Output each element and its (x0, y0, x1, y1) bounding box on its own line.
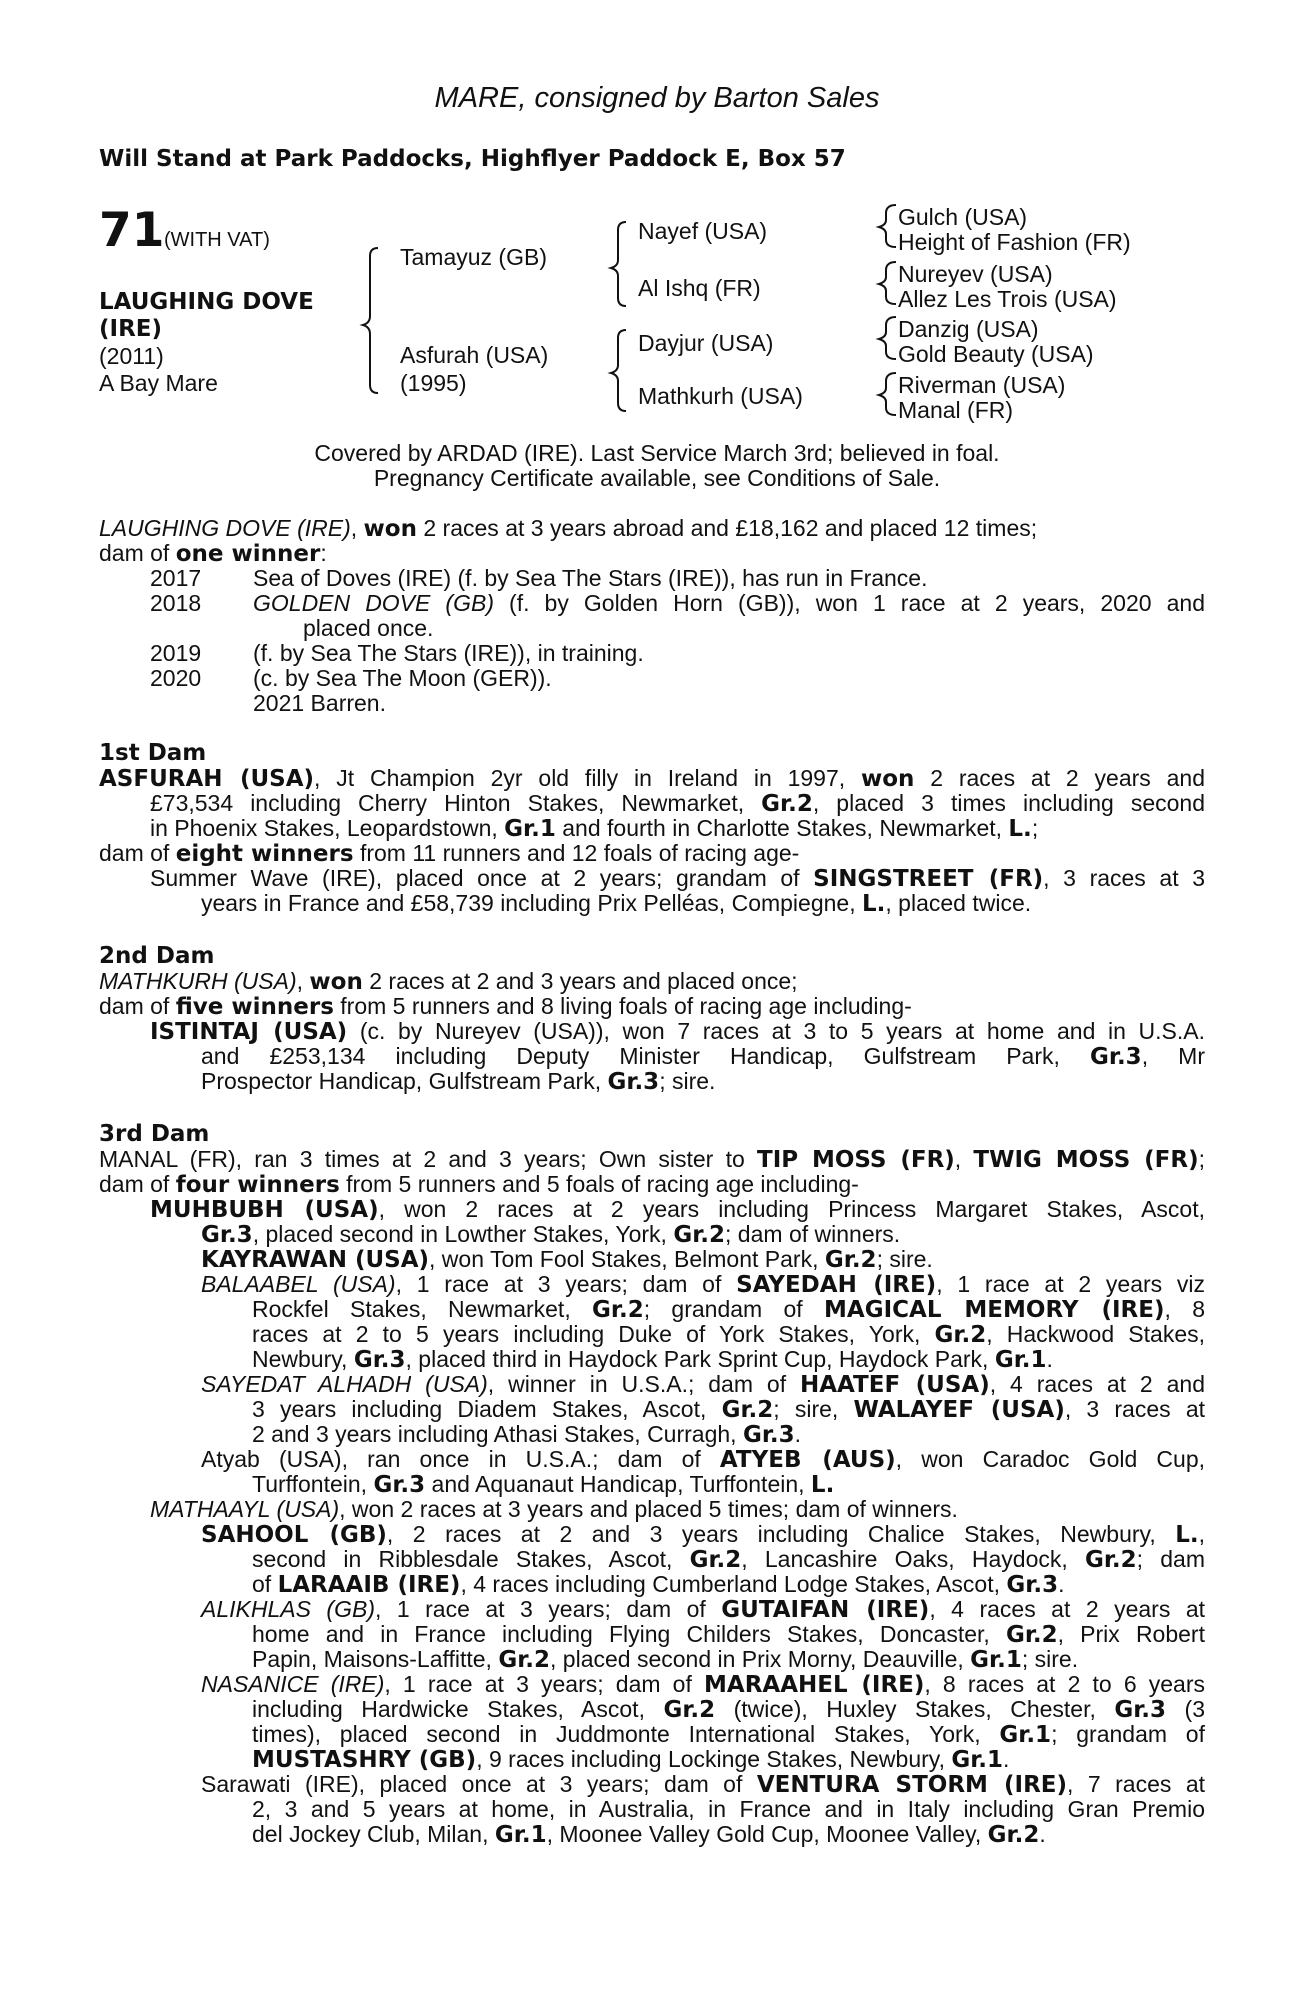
covered-line-1: Covered by ARDAD (IRE). Last Service March 3rd; believed in foal. (314, 440, 1000, 466)
dam3-line: MUSTASHRY (GB), 9 races including Lockinge Stakes, Newbury, Gr.1. (252, 1746, 1010, 1773)
dam2-line: MATHKURH (USA), won 2 races at 2 and 3 years and placed once; (99, 968, 798, 995)
sds: Nureyev (USA) (898, 261, 1053, 287)
produce-entry: 2021 Barren. (253, 690, 386, 716)
dam1-line: Summer Wave (IRE), placed once at 2 years; grandam of SINGSTREET (FR), 3 races at 3 (150, 865, 1205, 892)
brace-dd (879, 373, 896, 415)
dam1-line: ASFURAH (USA), Jt Champion 2yr old filly in Ireland in 1997, won 2 races at 2 years and (99, 765, 1205, 792)
produce-entry: (c. by Sea The Moon (GER)). (253, 665, 552, 691)
produce-entry: GOLDEN DOVE (GB) (f. by Golden Horn (GB)), won 1 race at 2 years, 2020 and (253, 590, 1205, 616)
main-brace (363, 248, 378, 393)
ddd: Manal (FR) (898, 397, 1014, 423)
dam-dam: Mathkurh (USA) (638, 383, 803, 409)
brace-ds (879, 317, 896, 359)
horse-description: A Bay Mare (99, 370, 218, 396)
dam3-line: NASANICE (IRE), 1 race at 3 years; dam of MARAAHEL (IRE), 8 races at 2 to 6 years (201, 1671, 1206, 1698)
mare-record: LAUGHING DOVE (IRE), won 2 races at 3 years abroad and £18,162 and placed 12 times; (99, 515, 1038, 542)
dam3-line: MANAL (FR), ran 3 times at 2 and 3 years; Own sister to TIP MOSS (FR), TWIG MOSS (FR); (99, 1146, 1205, 1173)
brace-ss (879, 205, 896, 247)
produce-entry: (f. by Sea The Stars (IRE)), in training. (253, 640, 644, 666)
dam3-line: second in Ribblesdale Stakes, Ascot, Gr.2, Lancashire Oaks, Haydock, Gr.2; dam (252, 1546, 1205, 1573)
dam3-line: 2, 3 and 5 years at home, in Australia, in France and in Italy including Gran Premio (252, 1796, 1205, 1822)
dam3-line: 3 years including Diadem Stakes, Ascot, Gr.2; sire, WALAYEF (USA), 3 races at (252, 1396, 1206, 1423)
dam3-line: Atyab (USA), ran once in U.S.A.; dam of ATYEB (AUS), won Caradoc Gold Cup, (201, 1446, 1206, 1473)
produce-year: 2019 (150, 640, 202, 666)
section-heading: 3rd Dam (99, 1121, 210, 1147)
produce-year: 2018 (150, 590, 202, 616)
covered-line-2: Pregnancy Certificate available, see Conditions of Sale. (373, 465, 941, 491)
dam3-line: MUHBUBH (USA), won 2 races at 2 years including Princess Margaret Stakes, Ascot, (150, 1196, 1205, 1223)
dsd: Gold Beauty (USA) (898, 341, 1094, 367)
brace-sd (879, 262, 896, 304)
dam3-line: MATHAAYL (USA), won 2 races at 3 years and placed 5 times; dam of winners. (150, 1496, 958, 1522)
dam2-line: ISTINTAJ (USA) (c. by Nureyev (USA)), won 7 races at 3 to 5 years at home and in U.S.A. (150, 1018, 1205, 1045)
vat-note: (WITH VAT) (164, 229, 270, 251)
dam3-line: Newbury, Gr.3, placed third in Haydock Park Sprint Cup, Haydock Park, Gr.1. (252, 1346, 1053, 1373)
dam3-line: times), placed second in Juddmonte International Stakes, York, Gr.1; grandam of (252, 1721, 1205, 1748)
dam3-line: BALAABEL (USA), 1 race at 3 years; dam of SAYEDAH (IRE), 1 race at 2 years viz (201, 1271, 1206, 1298)
dam1-line: years in France and £58,739 including Prix Pelléas, Compiegne, L., placed twice. (201, 890, 1032, 917)
dam2-line: and £253,134 including Deputy Minister Handicap, Gulfstream Park, Gr.3, Mr (201, 1043, 1205, 1070)
dam3-line: SAYEDAT ALHADH (USA), winner in U.S.A.; dam of HAATEF (USA), 4 races at 2 and (201, 1371, 1205, 1398)
dam-sire: Dayjur (USA) (638, 330, 774, 356)
dam3-line: dam of four winners from 5 runners and 5 foals of racing age including- (99, 1171, 859, 1198)
dam3-line: 2 and 3 years including Athasi Stakes, Curragh, Gr.3. (252, 1421, 802, 1448)
horse-suffix: (IRE) (99, 316, 163, 342)
section-heading: 2nd Dam (99, 943, 215, 969)
mare-dam-of: dam of one winner: (99, 540, 327, 567)
sdd: Allez Les Trois (USA) (898, 286, 1117, 312)
sire-dam: Al Ishq (FR) (638, 275, 761, 301)
dam1-line: £73,534 including Cherry Hinton Stakes, Newmarket, Gr.2, placed 3 times including second (150, 790, 1206, 817)
lot-number: 71 (99, 203, 165, 258)
dss: Danzig (USA) (898, 316, 1039, 342)
dam3-line: Rockfel Stakes, Newmarket, Gr.2; grandam of MAGICAL MEMORY (IRE), 8 (252, 1296, 1205, 1323)
stand-location: Will Stand at Park Paddocks, Highflyer Paddock E, Box 57 (99, 146, 846, 172)
dam3-line: KAYRAWAN (USA), won Tom Fool Stakes, Belmont Park, Gr.2; sire. (201, 1246, 933, 1273)
sire: Tamayuz (GB) (400, 244, 547, 270)
section-heading: 1st Dam (99, 740, 207, 766)
produce-year: 2017 (150, 565, 202, 591)
dam3-line: including Hardwicke Stakes, Ascot, Gr.2 (twice), Huxley Stakes, Chester, Gr.3 (3 (252, 1696, 1205, 1723)
dam3-line: Turffontein, Gr.3 and Aquanaut Handicap, Turffontein, L. (252, 1471, 835, 1498)
dam3-line: SAHOOL (GB), 2 races at 2 and 3 years including Chalice Stakes, Newbury, L., (201, 1521, 1205, 1548)
dam1-line: dam of eight winners from 11 runners and 12 foals of racing age- (99, 840, 800, 867)
dam3-line: of LARAAIB (IRE), 4 races including Cumberland Lodge Stakes, Ascot, Gr.3. (252, 1571, 1065, 1598)
horse-name: LAUGHING DOVE (99, 289, 314, 315)
sire-brace (611, 222, 626, 306)
dds: Riverman (USA) (898, 372, 1066, 398)
dam-brace (611, 330, 626, 411)
page-title: MARE, consigned by Barton Sales (434, 82, 880, 114)
produce-year: 2020 (150, 665, 202, 691)
dam3-line: races at 2 to 5 years including Duke of York Stakes, York, Gr.2, Hackwood Stakes, (252, 1321, 1205, 1348)
sss: Gulch (USA) (898, 204, 1028, 230)
dam3-line: home and in France including Flying Childers Stakes, Doncaster, Gr.2, Prix Robert (252, 1621, 1205, 1648)
ssd: Height of Fashion (FR) (898, 229, 1131, 255)
dam: Asfurah (USA) (400, 342, 549, 368)
dam3-line: Sarawati (IRE), placed once at 3 years; dam of VENTURA STORM (IRE), 7 races at (201, 1771, 1206, 1798)
dam2-line: Prospector Handicap, Gulfstream Park, Gr.3; sire. (201, 1068, 716, 1095)
dam3-line: Gr.3, placed second in Lowther Stakes, York, Gr.2; dam of winners. (201, 1221, 901, 1248)
horse-year: (2011) (99, 343, 164, 369)
dam3-line: ALIKHLAS (GB), 1 race at 3 years; dam of GUTAIFAN (IRE), 4 races at 2 years at (201, 1596, 1206, 1623)
sire-sire: Nayef (USA) (638, 218, 768, 244)
dam2-line: dam of five winners from 5 runners and 8 living foals of racing age including- (99, 993, 912, 1020)
dam3-line: Papin, Maisons-Laffitte, Gr.2, placed second in Prix Morny, Deauville, Gr.1; sire. (252, 1646, 1079, 1673)
produce-entry-cont: placed once. (303, 615, 434, 641)
dam-year: (1995) (400, 370, 467, 396)
dam1-line: in Phoenix Stakes, Leopardstown, Gr.1 and fourth in Charlotte Stakes, Newmarket, L.; (150, 815, 1039, 842)
dam3-line: del Jockey Club, Milan, Gr.1, Moonee Valley Gold Cup, Moonee Valley, Gr.2. (252, 1821, 1046, 1848)
produce-entry: Sea of Doves (IRE) (f. by Sea The Stars (IRE)), has run in France. (253, 565, 928, 591)
